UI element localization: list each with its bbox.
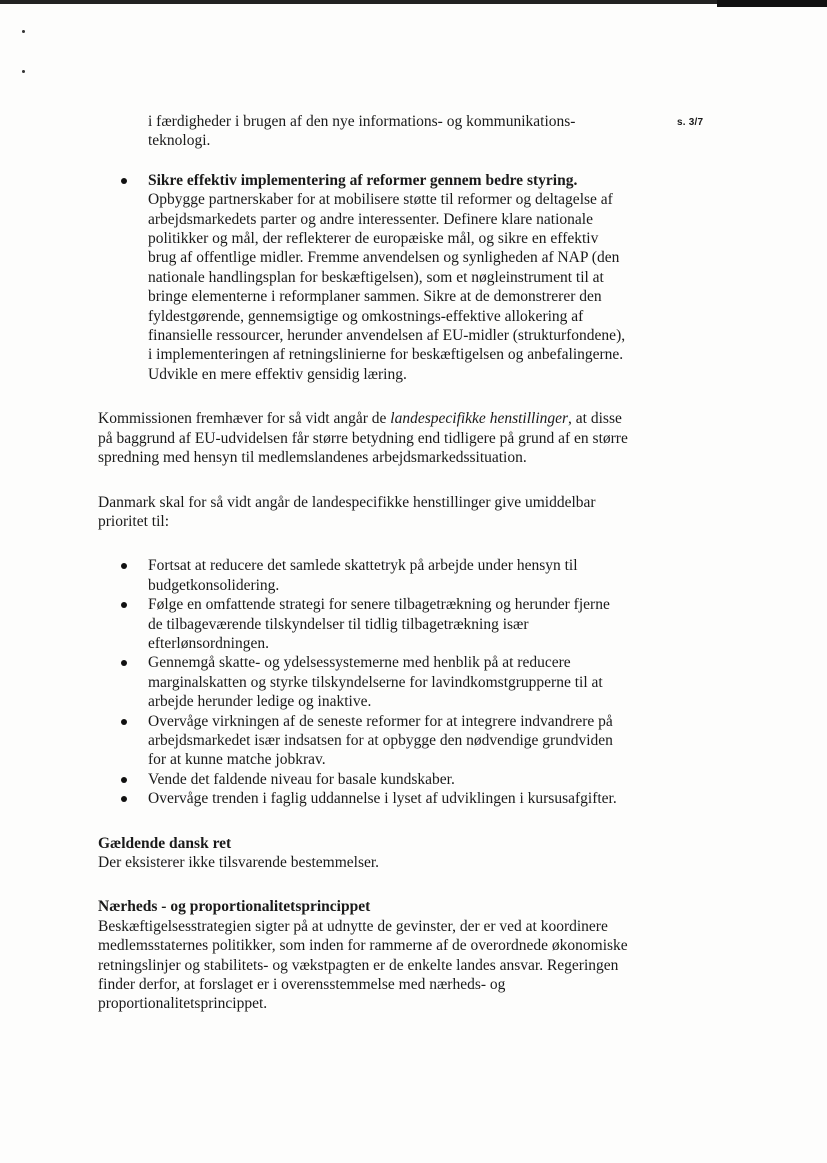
top-border-rule — [0, 0, 827, 4]
denmark-paragraph: Danmark skal for så vidt angår de landespecifikke henstillinger give umiddelbar prioritet til: — [98, 493, 596, 530]
bullet-icon — [121, 660, 127, 666]
bullet-icon — [121, 796, 127, 802]
section-heading-subsidiarity: Nærheds - og proportionalitetsprincippet — [98, 898, 371, 916]
commission-emphasis: landespecifikke henstillinger — [390, 410, 569, 428]
bullet-icon — [121, 563, 127, 569]
reform-bullet-title: Sikre effektiv implementering af reformer gennem bedre styring. — [148, 171, 578, 189]
priority-text: Fortsat at reducere det samlede skattetryk på arbejde under hensyn til budgetkonsolidering. — [148, 557, 578, 594]
page-number: s. 3/7 — [677, 117, 704, 128]
list-item — [98, 789, 628, 808]
priority-text: Overvåge virkningen af de seneste reformer for at integrere indvandrere på arbejdsmarkedet især indsatsen for at opbygge den nødvendige grundviden for at kunne matche jobkrav. — [148, 712, 613, 769]
priority-text: Overvåge trenden i faglig uddannelse i lyset af udviklingen i kursusafgifter. — [148, 790, 617, 808]
bullet-icon — [121, 777, 127, 783]
list-item — [98, 653, 628, 711]
list-item — [98, 770, 628, 789]
priority-list — [98, 556, 628, 808]
bullet-icon — [121, 178, 127, 184]
top-border-thick — [717, 0, 827, 7]
reform-bullet-list — [98, 171, 628, 384]
priority-text: Gennemgå skatte- og ydelsessystemerne med henblik på at reducere marginalskatten og styrke tilskyndelserne for lavindkomstgrupperne til at arbejde herunder ledige og inaktive. — [148, 654, 603, 711]
section-body-law: Der eksisterer ikke tilsvarende bestemmelser. — [98, 854, 380, 871]
section-heading-law: Gældende dansk ret — [98, 834, 232, 852]
document-body — [98, 112, 628, 1014]
scan-speck — [22, 70, 25, 73]
reform-bullet-body: Opbygge partnerskaber for at mobilisere støtte til reformer og deltagelse af arbejdsmarkedets parter og andre interessenter. Definere klare nationale politikker og mål, der reflekterer de europæiske mål, og sikre en effektiv brug af offentlige midler. Fremme anvendelsen og synligheden af NAP (den nationale handlingsplan for beskæftigelsen), som et nøgleinstrument til at bringe elementerne i reformplaner sammen. Sikre at de demonstrerer den fyldestgørende, gennemsigtige og omkostnings-effektive allokering af finansielle ressourcer, herunder anvendelsen af EU-midler (strukturfondene), i implementeringen af retningslinierne for beskæftigelsen og anbefalingerne. Udvikle en mere effektiv gensidig læring. — [148, 191, 626, 383]
list-item — [98, 556, 628, 595]
bullet-icon — [121, 602, 127, 608]
scan-speck — [22, 30, 25, 33]
commission-paragraph — [98, 409, 628, 467]
bullet-icon — [121, 719, 127, 725]
list-item — [98, 595, 628, 653]
intro-continuation: i færdigheder i brugen af den nye informations- og kommunikations-teknologi. — [148, 113, 576, 150]
priority-text: Følge en omfattende strategi for senere tilbagetrækning og herunder fjerne de tilbageværende tilskyndelser til tidlig tilbagetrækning især efterlønsordningen. — [148, 596, 610, 652]
list-item — [98, 171, 628, 384]
commission-text-before: Kommissionen fremhæver for så vidt angår de — [98, 410, 391, 428]
commission-text-after: , at disse på baggrund af EU-udvidelsen får større betydning end tidligere på grund af en større spredning med hensyn til medlemslandenes arbejdsmarkedssituation. — [98, 410, 628, 467]
list-item — [98, 712, 628, 770]
section-body-subsidiarity: Beskæftigelsesstrategien sigter på at udnytte de gevinster, der er ved at koordinere medlemsstaternes politikker, som inden for rammerne af de overordnede økonomiske retningslinjer og stabilitets- og vækstpagten er de enkelte landes ansvar. Regeringen finder derfor, at forslaget er i overensstemmelse med nærheds- og proportionalitetsprincippet. — [98, 917, 628, 1013]
priority-text: Vende det faldende niveau for basale kundskaber. — [148, 770, 455, 788]
